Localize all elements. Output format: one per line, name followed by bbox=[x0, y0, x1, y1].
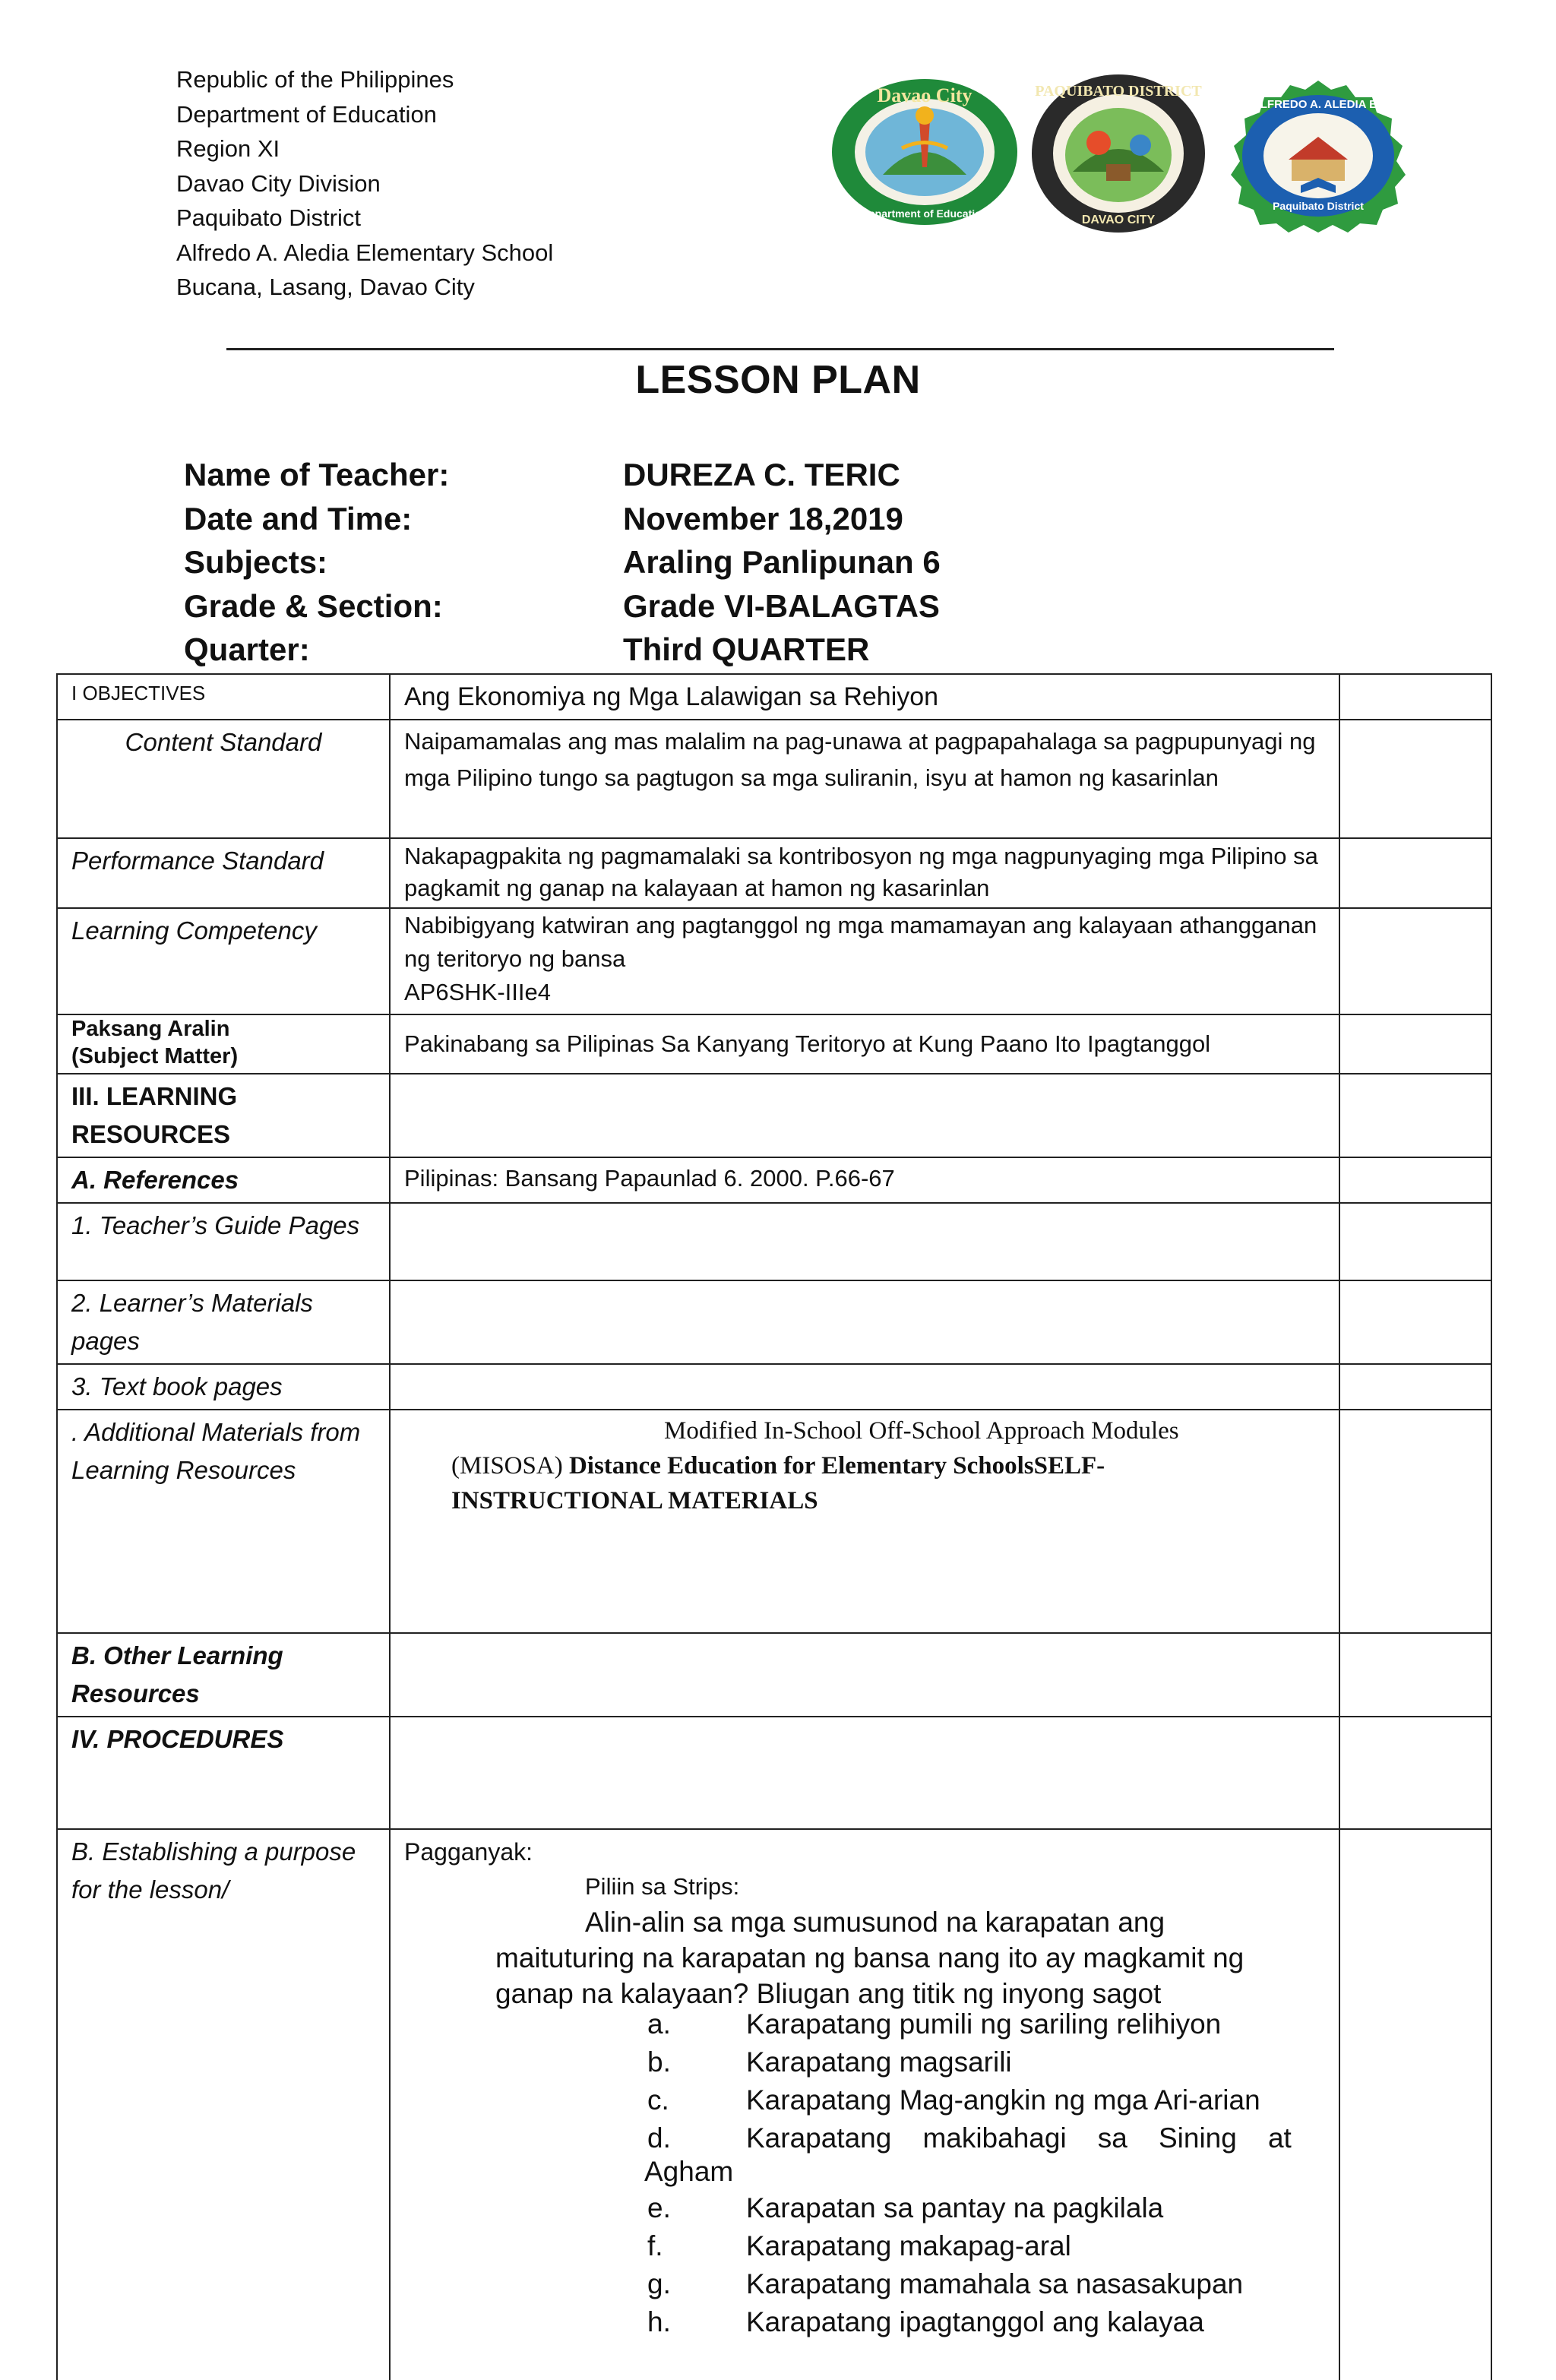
remarks-cell bbox=[1339, 1203, 1491, 1280]
header-line: Alfredo A. Aledia Elementary School bbox=[176, 239, 554, 266]
option-text-continued: Agham bbox=[644, 2156, 734, 2187]
list-item bbox=[404, 2192, 1325, 2230]
info-label: Name of Teacher: bbox=[184, 457, 450, 492]
option-letter: f. bbox=[647, 2230, 663, 2261]
option-letter: e. bbox=[647, 2192, 671, 2223]
subject-matter-label-cell bbox=[57, 1014, 390, 1074]
question-line: ganap na kalayaan? Bliugan ang titik ng inyong sagot bbox=[495, 1978, 1162, 2009]
empty-cell bbox=[390, 1364, 1339, 1410]
info-label: Subjects: bbox=[184, 544, 328, 580]
references-value: Pilipinas: Bansang Papaunlad 6. 2000. P.66-67 bbox=[390, 1157, 1339, 1203]
objectives-label: I OBJECTIVES bbox=[57, 674, 390, 720]
info-value: Araling Panlipunan 6 bbox=[623, 544, 941, 580]
option-text: Karapatang mamahala sa nasasakupan bbox=[746, 2268, 1244, 2299]
options-list bbox=[404, 2008, 1325, 2344]
table-row bbox=[57, 1203, 1491, 1280]
table-row bbox=[57, 1829, 1491, 2380]
option-text: Karapatan sa pantay na pagkilala bbox=[746, 2192, 1164, 2223]
table-row bbox=[57, 1410, 1491, 1633]
table-row bbox=[57, 674, 1491, 720]
remarks-cell bbox=[1339, 1829, 1491, 2380]
list-item bbox=[404, 2046, 1325, 2084]
header-line: Paquibato District bbox=[176, 204, 361, 231]
content-standard-value: Naipamamalas ang mas malalim na pag-unawa at pagpapahalaga sa pagpupunyagi ng mga Pilipino tungo sa pagtugon sa mga suliranin, isyu at hamon ng kasarinlan bbox=[390, 720, 1339, 838]
additional-materials-cell bbox=[390, 1410, 1339, 1633]
info-label: Grade & Section: bbox=[184, 587, 443, 624]
svg-text:Davao City: Davao City bbox=[877, 84, 972, 106]
textbook-label: 3. Text book pages bbox=[57, 1364, 390, 1410]
option-letter: c. bbox=[647, 2084, 669, 2116]
remarks-cell bbox=[1339, 1014, 1491, 1074]
remarks-cell bbox=[1339, 674, 1491, 720]
remarks-cell bbox=[1339, 720, 1491, 838]
svg-text:ALFREDO A. ALEDIA ES: ALFREDO A. ALEDIA ES bbox=[1251, 98, 1385, 111]
info-label: Quarter: bbox=[184, 631, 310, 667]
additional-materials-line: Modified In-School Off-School Approach Modules bbox=[664, 1417, 1179, 1445]
table-row bbox=[57, 720, 1491, 838]
paquibato-district-seal bbox=[1030, 73, 1207, 234]
additional-materials-line bbox=[451, 1448, 1325, 1483]
table-row bbox=[57, 1280, 1491, 1364]
table-row bbox=[57, 1633, 1491, 1717]
pagganyak-label: Pagganyak: bbox=[404, 1838, 533, 1866]
header-line: Region XI bbox=[176, 135, 280, 162]
table-row bbox=[57, 838, 1491, 908]
svg-text:DAVAO CITY: DAVAO CITY bbox=[1081, 214, 1156, 226]
header-line: Department of Education bbox=[176, 100, 437, 128]
subject-matter-label: Paksang Aralin bbox=[71, 1017, 230, 1041]
other-resources-label: B. Other Learning Resources bbox=[57, 1633, 390, 1717]
remarks-cell bbox=[1339, 1157, 1491, 1203]
purpose-cell bbox=[390, 1829, 1339, 2380]
remarks-cell bbox=[1339, 1280, 1491, 1364]
remarks-cell bbox=[1339, 1633, 1491, 1717]
table-row bbox=[57, 1717, 1491, 1829]
list-item bbox=[404, 2122, 1325, 2192]
option-letter: g. bbox=[647, 2268, 671, 2299]
purpose-label: B. Establishing a purpose for the lesson/ bbox=[57, 1829, 390, 2380]
question-line: Alin-alin sa mga sumusunod na karapatan ang bbox=[585, 1907, 1165, 1938]
davao-city-division-seal bbox=[830, 76, 1020, 228]
performance-standard-label: Performance Standard bbox=[57, 838, 390, 908]
option-text: Karapatang pumili ng sariling relihiyon bbox=[746, 2008, 1222, 2040]
page-title: LESSON PLAN bbox=[635, 358, 921, 402]
remarks-cell bbox=[1339, 1410, 1491, 1633]
list-item bbox=[404, 2230, 1325, 2268]
additional-materials-prefix: (MISOSA) bbox=[451, 1452, 563, 1480]
table-row bbox=[57, 1364, 1491, 1410]
table-row bbox=[57, 908, 1491, 1014]
list-item bbox=[404, 2084, 1325, 2122]
learning-resources-label: III. LEARNING RESOURCES bbox=[57, 1074, 390, 1157]
list-item bbox=[404, 2008, 1325, 2046]
option-letter: b. bbox=[647, 2046, 671, 2078]
info-value: Third QUARTER bbox=[623, 631, 870, 667]
additional-materials-label: . Additional Materials from Learning Resources bbox=[57, 1410, 390, 1633]
piliin-label: Piliin sa Strips: bbox=[585, 1873, 740, 1900]
learning-competency-code: AP6SHK-IIIe4 bbox=[404, 979, 551, 1005]
objectives-value: Ang Ekonomiya ng Mga Lalawigan sa Rehiyon bbox=[390, 674, 1339, 720]
remarks-cell bbox=[1339, 908, 1491, 1014]
header-line: Bucana, Lasang, Davao City bbox=[176, 274, 475, 300]
empty-cell bbox=[390, 1074, 1339, 1157]
learning-competency-label: Learning Competency bbox=[57, 908, 390, 1014]
performance-standard-value: Nakapagpakita ng pagmamalaki sa kontribosyon ng mga nagpunyaging mga Pilipino sa pagkamit ng ganap na kalayaan at hamon ng kasarinlan bbox=[390, 838, 1339, 908]
info-value: Grade VI-BALAGTAS bbox=[623, 587, 940, 624]
remarks-cell bbox=[1339, 1074, 1491, 1157]
remarks-cell bbox=[1339, 1364, 1491, 1410]
option-text: Karapatang Mag-angkin ng mga Ari-arian bbox=[746, 2084, 1260, 2116]
question-line: maituturing na karapatan ng bansa nang ito ay magkamit ng bbox=[495, 1942, 1244, 1973]
additional-materials-bold: Distance Education for Elementary SchoolsSELF- bbox=[568, 1452, 1105, 1480]
empty-cell bbox=[390, 1280, 1339, 1364]
additional-materials-line: INSTRUCTIONAL MATERIALS bbox=[451, 1487, 818, 1514]
option-letter: a. bbox=[647, 2008, 671, 2040]
table-row bbox=[57, 1157, 1491, 1203]
table-row bbox=[57, 1074, 1491, 1157]
teachers-guide-label: 1. Teacher’s Guide Pages bbox=[57, 1203, 390, 1280]
svg-text:Department of Education: Department of Education bbox=[861, 207, 988, 220]
svg-text:Paquibato District: Paquibato District bbox=[1273, 200, 1364, 212]
option-letter: h. bbox=[647, 2306, 671, 2337]
learning-competency-cell bbox=[390, 908, 1339, 1014]
option-text: Karapatang ipagtanggol ang kalayaa bbox=[746, 2306, 1204, 2337]
subject-matter-value: Pakinabang sa Pilipinas Sa Kanyang Teritoryo at Kung Paano Ito Ipagtanggol bbox=[390, 1014, 1339, 1074]
header-divider bbox=[226, 348, 1334, 350]
header-line: Republic of the Philippines bbox=[176, 66, 454, 93]
aledia-school-seal bbox=[1219, 79, 1418, 233]
option-letter: d. bbox=[647, 2122, 671, 2154]
learners-materials-label: 2. Learner’s Materials pages bbox=[57, 1280, 390, 1364]
question-text bbox=[404, 1904, 1325, 2011]
references-label: A. References bbox=[57, 1157, 390, 1203]
info-value: November 18,2019 bbox=[623, 500, 903, 536]
option-text: Karapatang magsarili bbox=[746, 2046, 1012, 2078]
option-text: Karapatang makapag-aral bbox=[746, 2230, 1071, 2261]
info-label: Date and Time: bbox=[184, 500, 413, 536]
lesson-plan-table bbox=[56, 673, 1492, 2380]
list-item bbox=[404, 2268, 1325, 2306]
procedures-label: IV. PROCEDURES bbox=[57, 1717, 390, 1829]
list-item bbox=[404, 2306, 1325, 2344]
subject-matter-sublabel: (Subject Matter) bbox=[71, 1044, 239, 1068]
option-text: Karapatang makibahagi sa Sining at bbox=[746, 2122, 1292, 2154]
remarks-cell bbox=[1339, 1717, 1491, 1829]
remarks-cell bbox=[1339, 838, 1491, 908]
empty-cell bbox=[390, 1717, 1339, 1829]
header-line: Davao City Division bbox=[176, 169, 381, 197]
info-value: DUREZA C. TERIC bbox=[623, 457, 900, 492]
svg-text:PAQUIBATO DISTRICT: PAQUIBATO DISTRICT bbox=[1035, 83, 1202, 100]
empty-cell bbox=[390, 1203, 1339, 1280]
table-row bbox=[57, 1014, 1491, 1074]
content-standard-label: Content Standard bbox=[57, 720, 390, 838]
learning-competency-value: Nabibigyang katwiran ang pagtanggol ng mga mamamayan ang kalayaan athangganan ng teritoryo ng bansa bbox=[404, 912, 1317, 972]
school-address-block bbox=[176, 62, 553, 305]
empty-cell bbox=[390, 1633, 1339, 1717]
